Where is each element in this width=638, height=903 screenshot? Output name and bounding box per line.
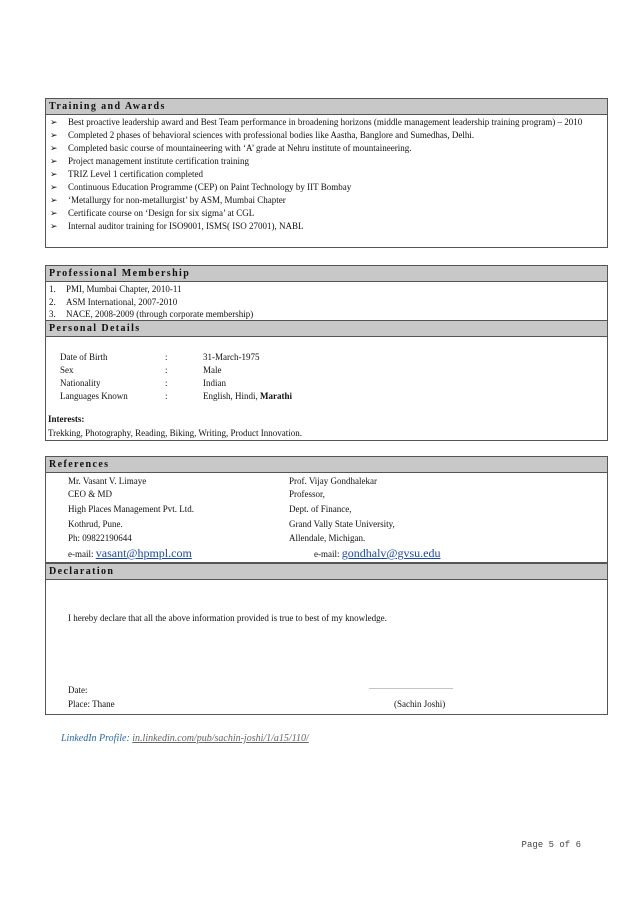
field-label: Date of Birth — [60, 352, 108, 362]
arrow-bullet-icon: ➢ — [50, 182, 58, 192]
signature-line: ________________________ — [369, 682, 453, 690]
field-separator: : — [165, 352, 168, 362]
personal-row — [60, 351, 259, 363]
place-label: Place: Thane — [68, 699, 115, 709]
reference-right-email — [314, 546, 440, 561]
list-item: ➢ Certificate course on ‘Design for six sigma’ at CGL — [50, 208, 255, 218]
declaration-header: Declaration — [46, 564, 607, 580]
field-label: Languages Known — [60, 391, 128, 401]
personal-row — [60, 377, 226, 389]
date-label: Date: — [68, 685, 88, 695]
list-item: ➢ Completed basic course of mountaineering with ‘A’ grade at Nehru institute of mountaineering. — [50, 143, 412, 153]
personal-header: Personal Details — [46, 321, 607, 337]
arrow-bullet-icon: ➢ — [50, 156, 58, 166]
training-section — [45, 98, 608, 248]
interests-text: Trekking, Photography, Reading, Biking, Writing, Product Innovation. — [48, 428, 303, 438]
reference-right-line: Grand Vally State University, — [289, 519, 395, 529]
list-item: ➢ ‘Metallurgy for non-metallurgist’ by ASM, Mumbai Chapter — [50, 195, 286, 205]
references-header: References — [46, 457, 607, 473]
linkedin-profile — [61, 733, 309, 744]
reference-left-line: Mr. Vasant V. Limaye — [68, 476, 147, 486]
email-label: e-mail: — [68, 549, 94, 559]
reference-right-line: Professor, — [289, 489, 325, 499]
arrow-bullet-icon: ➢ — [50, 195, 58, 205]
reference-left-line: Ph: 09822190644 — [68, 533, 132, 543]
arrow-bullet-icon: ➢ — [50, 221, 58, 231]
reference-right-line: Dept. of Finance, — [289, 504, 352, 514]
reference-right-line: Allendale, Michigan. — [289, 533, 366, 543]
declaration-text: I hereby declare that all the above information provided is true to best of my knowledge. — [68, 613, 387, 623]
email-link[interactable]: vasant@hpmpl.com — [95, 546, 192, 560]
arrow-bullet-icon: ➢ — [50, 169, 58, 179]
field-separator: : — [165, 378, 168, 388]
field-value-bold: Marathi — [260, 391, 293, 401]
list-item: ➢ Internal auditor training for ISO9001, ISMS( ISO 27001), NABL — [50, 221, 304, 231]
email-link[interactable]: gondhalv@gvsu.edu — [341, 546, 441, 560]
membership-section — [45, 265, 608, 321]
training-list — [46, 115, 607, 233]
field-value: Male — [203, 365, 222, 375]
field-separator: : — [165, 365, 168, 375]
arrow-bullet-icon: ➢ — [50, 208, 58, 218]
signatory-name: (Sachin Joshi) — [394, 699, 446, 709]
arrow-bullet-icon: ➢ — [50, 117, 58, 127]
field-value: English, Hindi, — [203, 391, 261, 401]
list-item: ➢ Continuous Education Programme (CEP) on Paint Technology by IIT Bombay — [50, 182, 352, 192]
list-item: ➢ TRIZ Level 1 certification completed — [50, 169, 203, 179]
personal-row — [60, 364, 222, 376]
list-item: 1. PMI, Mumbai Chapter, 2010-11 — [49, 284, 182, 294]
list-item: 2. ASM International, 2007-2010 — [49, 296, 178, 307]
reference-left-email — [68, 546, 192, 561]
personal-row — [60, 390, 292, 402]
list-item: ➢ Completed 2 phases of behavioral sciences with professional bodies like Aastha, Banglore and Sumedhas, Delhi. — [50, 130, 475, 140]
field-label: Sex — [60, 365, 74, 375]
reference-left-line: Kothrud, Pune. — [68, 519, 123, 529]
references-section — [45, 456, 608, 563]
email-label: e-mail: — [314, 549, 340, 559]
arrow-bullet-icon: ➢ — [50, 130, 58, 140]
training-header: Training and Awards — [46, 99, 607, 115]
list-item: ➢ Best proactive leadership award and Best Team performance in broadening horizons (middle management leadership training program) – 2010 — [50, 117, 583, 127]
field-label: Nationality — [60, 378, 101, 388]
page-number: Page 5 of 6 — [521, 840, 581, 850]
linkedin-label: LinkedIn Profile: — [61, 733, 130, 744]
list-item: ➢ Project management institute certification training — [50, 156, 249, 166]
membership-header: Professional Membership — [46, 266, 607, 282]
reference-left-line: CEO & MD — [68, 489, 113, 499]
field-separator: : — [165, 391, 168, 401]
reference-left-line: High Places Management Pvt. Ltd. — [68, 504, 194, 514]
field-value: Indian — [203, 378, 226, 388]
reference-right-line: Prof. Vijay Gondhalekar — [289, 476, 378, 486]
linkedin-link[interactable]: in.linkedin.com/pub/sachin-joshi/1/a15/110/ — [132, 733, 309, 744]
interests-label: Interests: — [48, 414, 85, 424]
arrow-bullet-icon: ➢ — [50, 143, 58, 153]
list-item: 3. NACE, 2008-2009 (through corporate membership) — [49, 309, 254, 319]
field-value: 31-March-1975 — [203, 352, 260, 362]
declaration-section — [45, 563, 608, 715]
membership-list — [46, 282, 607, 321]
personal-section — [45, 320, 608, 441]
